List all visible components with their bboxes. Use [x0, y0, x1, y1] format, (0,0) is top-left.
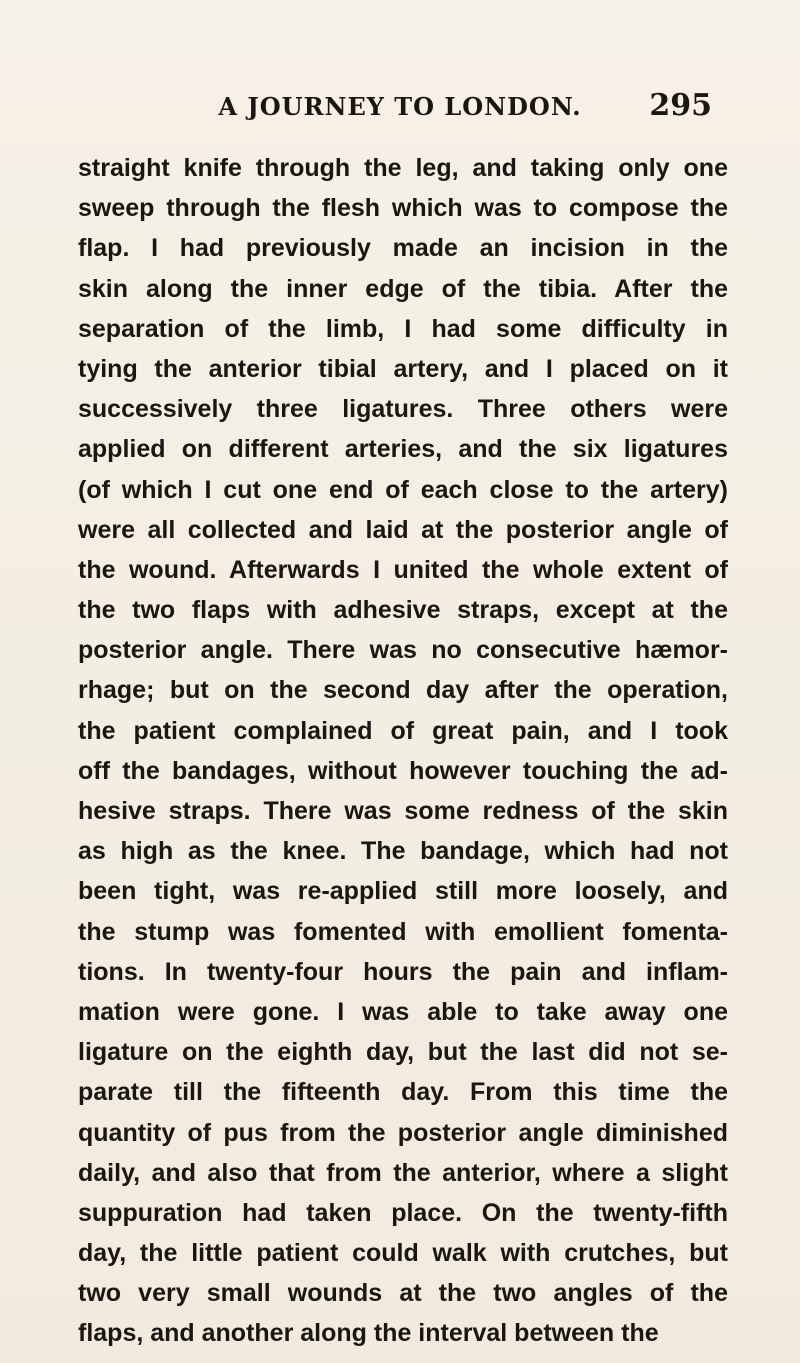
text-line: posterior angle. There was no consecutive hæmor-: [78, 636, 728, 665]
text-line: tions. In twenty-four hours the pain and inflam-: [78, 957, 728, 986]
text-line: flap. I had previously made an incision in the: [78, 234, 728, 263]
text-line: (of which I cut one end of each close to the artery): [78, 475, 728, 504]
text-line: hesive straps. There was some redness of the skin: [78, 797, 728, 825]
text-line: successively three ligatures. Three others were: [78, 395, 728, 424]
text-line: as high as the knee. The bandage, which had not: [78, 837, 728, 866]
body-text: [78, 148, 728, 1354]
running-title: A JOURNEY TO LONDON.: [218, 92, 582, 121]
text-line: the stump was fomented with emollient fomenta-: [78, 917, 728, 946]
text-line: mation were gone. I was able to take away one: [78, 997, 728, 1026]
text-line: parate till the fifteenth day. From this time the: [78, 1078, 728, 1107]
text-line: applied on different arteries, and the six ligatures: [78, 435, 728, 464]
text-line: separation of the limb, I had some difficulty in: [78, 314, 728, 343]
text-line: the patient complained of great pain, and I took: [78, 716, 728, 745]
page-number: 295: [649, 88, 712, 123]
text-line: the two flaps with adhesive straps, except at the: [78, 596, 728, 625]
text-line: skin along the inner edge of the tibia. After the: [78, 274, 728, 303]
text-line: quantity of pus from the posterior angle diminished: [78, 1118, 728, 1147]
text-line: tying the anterior tibial artery, and I placed on it: [78, 354, 728, 383]
text-line: day, the little patient could walk with crutches, but: [78, 1239, 728, 1268]
text-line: two very small wounds at the two angles of the: [78, 1279, 728, 1308]
text-line: daily, and also that from the anterior, where a slight: [78, 1158, 728, 1187]
text-line: off the bandages, without however touching the ad-: [78, 756, 728, 785]
text-line: were all collected and laid at the posterior angle of: [78, 515, 728, 544]
text-line: sweep through the flesh which was to compose the: [78, 194, 728, 223]
text-line: been tight, was re-applied still more loosely, and: [78, 877, 728, 906]
text-line: rhage; but on the second day after the operation,: [78, 676, 728, 705]
text-line: straight knife through the leg, and taking only one: [78, 154, 728, 182]
text-line: the wound. Afterwards I united the whole extent of: [78, 555, 728, 584]
page-header: [0, 86, 800, 126]
text-line: ligature on the eighth day, but the last did not se-: [78, 1038, 728, 1067]
text-line: suppuration had taken place. On the twenty-fifth: [78, 1198, 728, 1227]
text-line: flaps, and another along the interval between the: [78, 1319, 659, 1348]
